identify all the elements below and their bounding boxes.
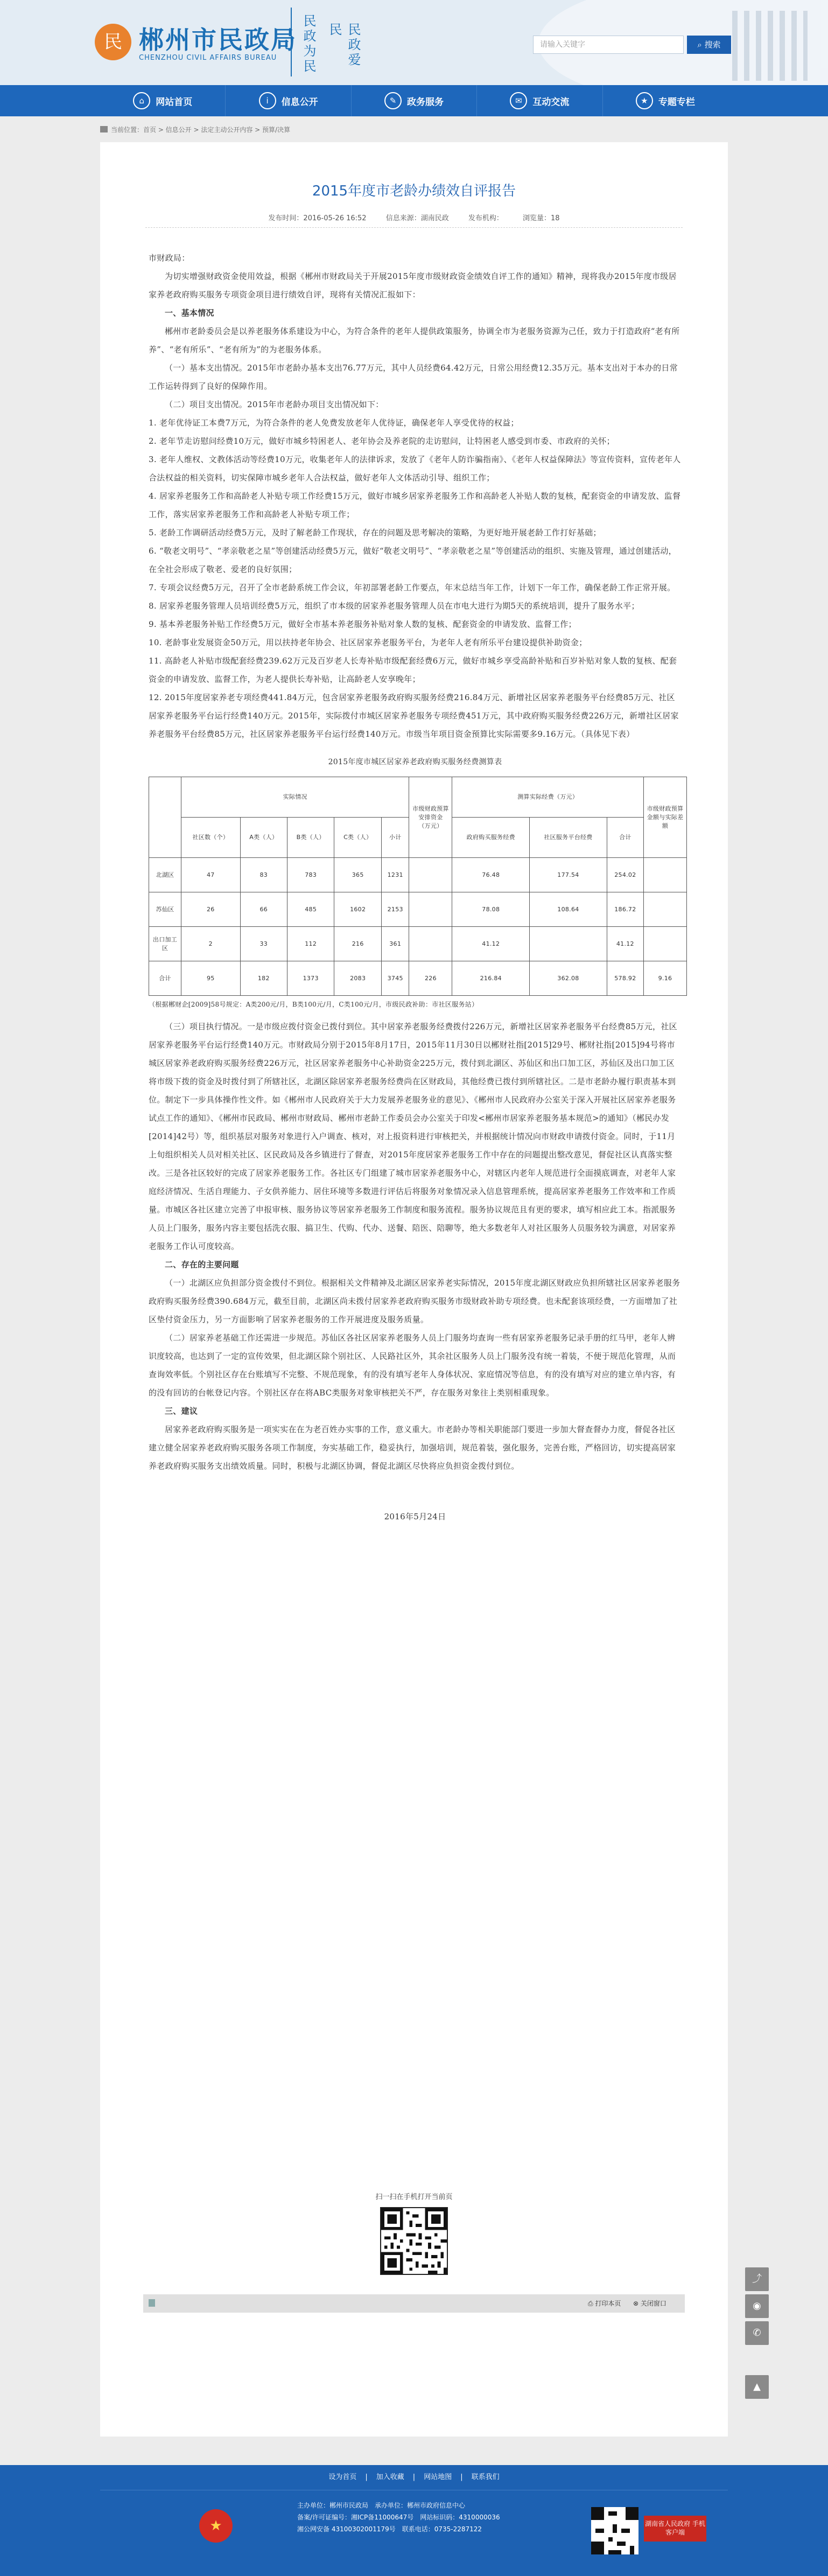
table-header: 市级财政预算金额与实际差额 — [644, 777, 687, 858]
table-cell: 216.84 — [452, 961, 530, 996]
paragraph: 4. 居家养老服务工作和高龄老人补贴专项工作经费15万元，做好市城乡居家养老服务工作和高龄老人补贴人数的复核，配套资金的申请发放、监督工作，落实居家养老服务工作和高龄老人补贴专项工作； — [149, 491, 681, 519]
logo-icon[interactable]: 民 — [95, 24, 131, 60]
chat-icon: ✉ — [510, 92, 527, 109]
paragraph: 8. 居家养老服务管理人员培训经费5万元，组织了市本级的居家养老服务管理人员在市电大进行为期5天的系统培训，提升了服务水平； — [149, 601, 640, 611]
table-cell: 1231 — [381, 858, 409, 892]
nav-item-label: 信息公开 — [281, 96, 318, 108]
table-subheader: A类（人） — [240, 818, 287, 858]
paragraph: 11. 高龄老人补贴市级配套经费239.62万元及百岁老人长寿补贴市级配套经费6万元，做好市城乡享受高龄补贴和百岁补贴对象人数的复核、配套资金的申请发放、监督工作，为老人提供长寿补贴，让高龄老人安享晚年； — [149, 656, 677, 684]
nav-item-label: 网站首页 — [156, 96, 193, 108]
table-cell: 2 — [181, 927, 241, 961]
table-cell: 108.64 — [530, 892, 607, 927]
table-corner — [149, 777, 181, 858]
table-cell: 182 — [240, 961, 287, 996]
table-subheader: 社区服务平台经费 — [530, 818, 607, 858]
wechat-icon[interactable]: ✆ — [745, 2321, 769, 2345]
footer-link[interactable]: 网站地图 — [424, 2473, 452, 2481]
table-cell: 78.08 — [452, 892, 530, 927]
table-cell — [409, 892, 452, 927]
table-cell: 出口加工区 — [149, 927, 181, 961]
table-header-label: 市级财政预算安排资金 — [412, 805, 449, 821]
table-cell: 76.48 — [452, 858, 530, 892]
section-heading: 二、存在的主要问题 — [165, 1260, 239, 1269]
table-cell: 47 — [181, 858, 241, 892]
slogan-line: 民政爱民 — [327, 23, 361, 68]
table-subheader: 合计 — [607, 818, 643, 858]
footer-separator: | — [412, 2473, 416, 2481]
table-cell: 112 — [287, 927, 334, 961]
paragraph: 7. 专项会议经费5万元，召开了全市老龄系统工作会议，年初部署老龄工作要点，年末总结当年工作，计划下一年工作，确保老龄工作正常开展。 — [149, 583, 676, 592]
funding-table — [149, 777, 687, 996]
footer-info — [297, 2500, 599, 2535]
table-note: （根据郴财企[2009]58号规定：A类200元/月，B类100元/月，C类100元/月，市级民政补助：市社区服务站） — [149, 1001, 479, 1008]
paragraph: （二）项目支出情况。2015年市老龄办项目支出情况如下： — [165, 400, 384, 409]
article-body — [149, 249, 682, 1526]
top-icon[interactable]: ▲ — [745, 2375, 769, 2399]
paragraph: 5. 老龄工作调研活动经费5万元，及时了解老龄工作现状，存在的问题及思考解决的策略，为更好地开展老龄工作打好基础； — [149, 528, 601, 537]
qr-caption: 扫一扫在手机打开当前页 — [375, 2193, 453, 2201]
print-icon: ⎙ — [588, 2300, 595, 2307]
divider — [145, 227, 683, 228]
search-input[interactable]: 请输入关键字 — [533, 36, 684, 54]
table-cell: 苏仙区 — [149, 892, 181, 927]
party-emblem-icon[interactable]: ★ — [199, 2509, 233, 2543]
paragraph: （二）居家养老基础工作还需进一步规范。苏仙区各社区居家养老服务人员上门服务均查询一些有居家养老服务记录手册的红马甲，老年人辨识度较高，也达到了一定的宣传效果，但北湖区除个别社区、人民路社区外，其余社区服务人员上门服务没有统一着装，不便于规范化管理，从而查询效率低。个别社区存在台账填写不完整、不规范现象，有的没有填写老年人身体状况、家庭情况等信息，有的没有填写对应的建立单内容，有的没有回访的台帐登记内容。个别社区存在将ABC类服务对象审核把关不严，存在服务对象往上类别相重现象。 — [149, 1333, 676, 1398]
paragraph: （一）北湖区应负担部分资金拨付不到位。根据相关文件精神及北湖区居家养老实际情况，2015年度北湖区财政应负担所辖社区居家养老服务政府购买服务经费390.684万元，截至目前，北湖区尚未拨付居家养老政府购买服务市级财政补助专项经费。也未配套该项经费，一方面增加了社区垫付资金压力，另一方面影响了居家养老服务的工作开展进度及服务质量。 — [149, 1278, 680, 1324]
article-source: 信息来源：湖南民政 — [385, 214, 449, 222]
paragraph: （一）基本支出情况。2015年市老龄办基本支出76.77万元，其中人员经费64.42万元，日常公用经费12.35万元。基本支出对于本办的日常工作运转得到了良好的保障作用。 — [149, 363, 678, 391]
footer-link[interactable]: 加入收藏 — [376, 2473, 404, 2481]
search-button[interactable] — [687, 36, 731, 54]
table-row — [149, 927, 687, 961]
home-icon: ⌂ — [133, 92, 150, 109]
table-cell: 361 — [381, 927, 409, 961]
table-subheader: 政府购买服务经费 — [452, 818, 530, 858]
table-header: 测算实际经费（万元） — [452, 777, 644, 818]
paragraph: 3. 老年人维权、文教体活动等经费10万元，收集老年人的法律诉求，发放了《老年人防诈骗指南》、《老年人权益保障法》等宣传资料，宣传老年人合法权益的相关资料，切实保障市城乡老年人合法权益，做好老年人文体活动引导、组织工作； — [149, 455, 681, 483]
table-cell: 1602 — [334, 892, 382, 927]
paragraph: 6. “敬老文明号”、“孝亲敬老之星”等创建活动经费5万元，做好“敬老文明号”、“孝亲敬老之星”等创建活动的组织、实施及管理，通过创建活动，在全社会形成了敬老、爱老的良好氛围； — [149, 546, 677, 574]
header-building-decoration — [732, 11, 808, 81]
main-nav — [0, 85, 828, 116]
table-subheader: B类（人） — [287, 818, 334, 858]
footer-link[interactable]: 设为首页 — [328, 2473, 357, 2481]
search-icon: ⌕ — [697, 40, 705, 50]
paragraph: 12. 2015年度居家养老专项经费441.84万元，包含居家养老服务政府购买服务经费216.84万元、新增社区居家养老服务平台经费85万元、社区居家养老服务平台运行经费140万元。2015年，实际拨付市城区居家养老服务专项经费451万元，其中政府购买服务经费226万元，新增社区居家养老服务平台经费85万元，社区居家养老服务平台运行经费140万元。市级当年项目资金预算比实际需要多9.16万元。（具体见下表） — [149, 693, 679, 739]
table-cell: 216 — [334, 927, 382, 961]
table-cell: 9.16 — [644, 961, 687, 996]
view-count: 浏览量：18 — [523, 214, 560, 222]
table-cell: 578.92 — [607, 961, 643, 996]
nav-item-label: 专题专栏 — [658, 96, 695, 108]
weibo-icon[interactable]: ◉ — [745, 2294, 769, 2318]
table-subheader: 社区数（个） — [181, 818, 241, 858]
info-icon: i — [259, 92, 276, 109]
section-heading: 一、基本情况 — [165, 308, 214, 318]
paragraph: 9. 基本养老服务补贴工作经费5万元，做好全市基本养老服务补贴对象人数的复核、配套资金的申请发放、监督工作； — [149, 619, 577, 629]
table-cell: 2153 — [381, 892, 409, 927]
table-cell: 41.12 — [607, 927, 643, 961]
table-caption: 2015年度市城区居家养老政府购买服务经费测算表 — [328, 758, 502, 766]
table-cell — [644, 927, 687, 961]
table-cell — [644, 892, 687, 927]
table-cell: 365 — [334, 858, 382, 892]
table-cell: 362.08 — [530, 961, 607, 996]
table-cell: 254.02 — [607, 858, 643, 892]
footer — [0, 2465, 828, 2576]
table-cell: 83 — [240, 858, 287, 892]
footer-qr-code — [591, 2507, 638, 2554]
table-row — [149, 892, 687, 927]
footer-separator: | — [460, 2473, 463, 2481]
paragraph: 郴州市老龄委员会是以养老服务体系建设为中心，为符合条件的老年人提供政策服务，协调全市为老服务资源为己任，致力于打造政府“老有所养”、“老有所乐”、“老有所为”的为老服务体系。 — [149, 326, 680, 354]
table-subheader: C类（人） — [334, 818, 382, 858]
site-subtitle: CHENZHOU CIVIL AFFAIRS BUREAU — [139, 54, 277, 62]
article-title: 2015年度市老龄办绩效自评报告 — [312, 183, 516, 199]
table-row — [149, 961, 687, 996]
table-cell — [409, 858, 452, 892]
signoff-date: 2016年5月24日 — [384, 1512, 446, 1521]
paragraph: 10. 老龄事业发展资金50万元，用以扶持老年协会、社区居家养老服务平台，为老年人老有所乐平台建设提供补助资金； — [149, 638, 587, 647]
footer-separator: | — [365, 2473, 368, 2481]
close-icon: ⊗ — [633, 2300, 641, 2307]
nav-item[interactable] — [476, 85, 602, 116]
table-cell: 783 — [287, 858, 334, 892]
table-cell: 26 — [181, 892, 241, 927]
table-cell: 177.54 — [530, 858, 607, 892]
table-cell: 485 — [287, 892, 334, 927]
nav-item[interactable] — [351, 85, 476, 116]
table-cell: 2083 — [334, 961, 382, 996]
paragraph: 2. 老年节走访慰问经费10万元，做好市城乡特困老人、老年协会及养老院的走访慰问，让特困老人感受到市委、市政府的关怀； — [149, 436, 615, 446]
table-cell — [409, 927, 452, 961]
footer-link[interactable]: 联系我们 — [471, 2473, 500, 2481]
article-author: 发布机构： — [468, 214, 503, 222]
table-row — [149, 858, 687, 892]
print-button[interactable] — [588, 2294, 621, 2313]
slogan — [291, 8, 361, 76]
table-cell: 186.72 — [607, 892, 643, 927]
table-subheader: 小计 — [381, 818, 409, 858]
table-cell: 合计 — [149, 961, 181, 996]
breadcrumb — [100, 122, 728, 138]
nav-item[interactable] — [225, 85, 350, 116]
table-cell: 41.12 — [452, 927, 530, 961]
service-icon: ✎ — [384, 92, 402, 109]
article-meta — [100, 212, 728, 222]
paragraph: 市财政局： — [149, 253, 190, 263]
footer-links — [0, 2465, 828, 2490]
table-cell: 226 — [409, 961, 452, 996]
home-icon — [100, 126, 108, 132]
nav-item[interactable] — [602, 85, 728, 116]
table-header: 实际情况 — [181, 777, 409, 818]
paragraph: 1. 老年优待证工本费7万元，为符合条件的老人免费发放老年人优待证，确保老年人享受优待的权益； — [149, 418, 519, 428]
paragraph: 为切实增强财政资金使用效益，根据《郴州市财政局关于开展2015年度市级财政资金绩效自评工作的通知》精神，现将我办2015年度市级居家养老政府购买服务专项资金项目进行绩效自评，现将有关情况汇报如下： — [149, 271, 677, 299]
table-header-label: （万元） — [418, 822, 443, 829]
share-icon[interactable]: ⤴ — [745, 2267, 769, 2291]
site-title[interactable]: 郴州市民政局 — [139, 25, 297, 54]
table-cell — [530, 927, 607, 961]
topic-icon: ★ — [636, 92, 653, 109]
header — [0, 0, 828, 85]
app-badge[interactable]: 湖南省人民政府 手机客户端 — [644, 2516, 706, 2542]
paragraph: 居家养老政府购买服务是一项实实在在为老百姓办实事的工作，意义重大。市老龄办等相关职能部门要进一步加大督查督办力度，督促各社区建立健全居家养老政府购买服务各项工作制度，夯实基础工作，稳妥执行，加强培训，规范着装，强化服务，完善台账，严格回访，切实提高居家养老政府购买服务支出绩效质量。同时，积极与北湖区协调，督促北湖区尽快将应负担资金拨付到位。 — [149, 1425, 676, 1471]
table-cell: 66 — [240, 892, 287, 927]
footer-info-line: 湘公网安备 43100302001179号 联系电话：0735-2287122 — [297, 2525, 482, 2533]
table-cell: 北湖区 — [149, 858, 181, 892]
publish-date: 发布时间：2016-05-26 16:52 — [268, 214, 367, 222]
table-cell: 3745 — [381, 961, 409, 996]
section-heading: 三、建议 — [165, 1406, 198, 1416]
table-cell: 95 — [181, 961, 241, 996]
search-button-label: 搜索 — [704, 40, 721, 50]
footer-info-line: 备案/许可证编号：湘ICP备11000647号 网站标识码：4310000036 — [297, 2514, 500, 2521]
font-size-icon[interactable] — [149, 2299, 155, 2307]
breadcrumb-text[interactable]: 当前位置：首页 > 信息公开 > 法定主动公开内容 > 预算/决算 — [111, 126, 291, 134]
table-header — [409, 777, 452, 858]
nav-item-label: 互动交流 — [532, 96, 570, 108]
nav-item-label: 政务服务 — [407, 96, 444, 108]
paragraph: （三）项目执行情况。一是市级应拨付资金已拨付到位。其中居家养老服务经费拨付226万元，新增社区居家养老服务平台经费85万元，社区居家养老服务平台运行经费140万元。市财政局分别于2015年8月17日，2015年11月30日以郴财社指[2015]29号、郴财社指[2015]94号将市城区居家养老政府购买服务经费226万元，社区居家养老服务中心补助资金225万元，拨付到北湖区、苏仙区和出口加工区，苏仙区及出口加工区将市级下拨的资金及时拨付到了所辖社区，北湖区除居家养老服务经费尚在区财政局，其他经费已拨付到所辖社区。二是市老龄办履行职责基本到位。制定下一步具体操作性文件。如《郴州市人民政府关于大力发展养老服务业的意见》、《郴州市人民政府办公室关于深入开展社区居家养老服务试点工作的通知》、《郴州市民政局、郴州市财政局、郴州市老龄工作委员会办公室关于印发<郴州市居家养老服务基本规范>的通知》（郴民办发[2014]42号）等，组织基层对服务对象进行入户调查、核对，对上报资料进行审核把关，并根据统计情况向市财政申请拨付资金。同时，于11月上旬组织相关人员对相关社区、区民政局及各乡镇进行了督查，对2015年度居家养老服务工作中存在的问题提出整改意见，督促社区认真落实整改。三是各社区较好的完成了居家养老服务工作。各社区专门组建了城市居家养老服务中心，对辖区内老年人规范进行全面摸底调查，对老年人家庭经济情况、生活自理能力、子女供养能力、居住环境等多数进行评估后将服务对象情况录入信息管理系统，提高居家养老服务工作效率和工作质量。市城区各社区建立完善了申报审核、服务协议等居家养老服务工作制度和服务流程。服务协议规范且有更的要求，填写相应此工本。指派服务人员上门服务，服务内容主要包括洗衣服、搞卫生、代购、代办、送餐、陪医、陪聊等，绝大多数老年人对社区服务人员服务较为满意，对居家养老服务工作认可度较高。 — [149, 1022, 677, 1251]
close-window-button[interactable] — [633, 2294, 666, 2313]
table-cell: 1373 — [287, 961, 334, 996]
footer-info-line: 主办单位：郴州市民政局 承办单位：郴州市政府信息中心 — [297, 2502, 466, 2509]
qr-code — [380, 2207, 448, 2275]
slogan-line: 民政为民 — [301, 14, 316, 74]
tool-bar — [143, 2294, 685, 2313]
nav-item[interactable] — [100, 85, 225, 116]
print-label: 打印本页 — [595, 2300, 621, 2307]
table-cell — [644, 858, 687, 892]
table-cell: 33 — [240, 927, 287, 961]
article-card — [100, 142, 728, 2437]
close-label: 关闭窗口 — [640, 2300, 666, 2307]
